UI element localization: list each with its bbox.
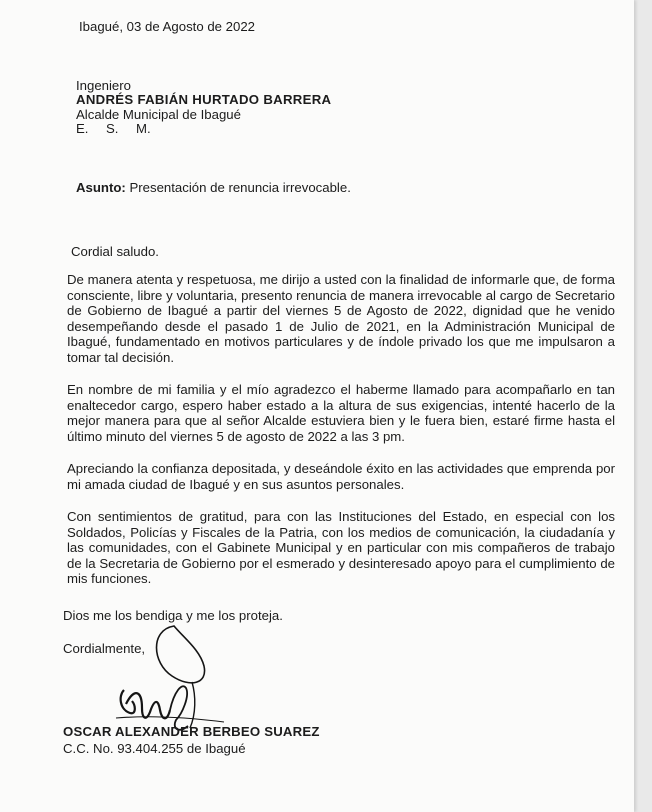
recipient-reference [76, 121, 166, 136]
subject-label: Asunto: [76, 180, 126, 195]
paragraph-1: De manera atenta y respetuosa, me dirijo a usted con la finalidad de informarle que, de forma consciente, libre y voluntaria, presento renuncia de manera irrevocable al cargo de Secretario de Gobierno de Ibagué a partir del viernes 5 de Agosto de 2022, dignidad que he venido desempeñando desde el pasado 1 de Julio de 2021, en la Administración Municipal de Ibagué, fundamentado en motivos particulares y de índole privado los que me impulsaron a tomar tal decisión. [67, 272, 615, 365]
paragraph-2: En nombre de mi familia y el mío agradezco el haberme llamado para acompañarlo en tan enaltecedor cargo, espero haber estado a la altura de sus exigencias, intenté hacerlo de la mejor manera para que al señor Alcalde estuviera bien y le fuera bien, estaré firme hasta el último minuto del viernes 5 de agosto de 2022 a las 3 pm. [67, 382, 615, 444]
closing: Cordialmente, [63, 641, 146, 656]
signer-id: C.C. No. 93.404.255 de Ibagué [63, 741, 246, 756]
greeting: Cordial saludo. [71, 244, 159, 259]
paragraph-4: Con sentimientos de gratitud, para con las Instituciones del Estado, en especial con los Soldados, Policías y Fiscales de la Patria, con los medios de comunicación, la ciudadanía y las comunidades, con el Gabinete Municipal y en particular con mis compañeros de trabajo de la Secretaria de Gobierno por el esmerado y desinteresado apoyo para el cumplimiento de mis funciones. [67, 509, 615, 587]
paragraph-3: Apreciando la confianza depositada, y deseándole éxito en las actividades que emprenda por mi amada ciudad de Ibagué y en sus asuntos personales. [67, 461, 615, 492]
ref-s: S. [106, 121, 119, 136]
handwritten-signature [112, 618, 232, 738]
recipient-name: ANDRÉS FABIÁN HURTADO BARRERA [76, 92, 332, 107]
recipient-title: Ingeniero [76, 78, 131, 93]
subject-line [76, 180, 351, 195]
ref-e: E. [76, 121, 89, 136]
signer-name: OSCAR ALEXANDER BERBEO SUAREZ [63, 724, 320, 739]
blessing: Dios me los bendiga y me los proteja. [63, 608, 283, 623]
ref-m: M. [136, 121, 151, 136]
place-date: Ibagué, 03 de Agosto de 2022 [79, 19, 255, 34]
recipient-position: Alcalde Municipal de Ibagué [76, 107, 241, 122]
subject-text: Presentación de renuncia irrevocable. [125, 180, 351, 195]
